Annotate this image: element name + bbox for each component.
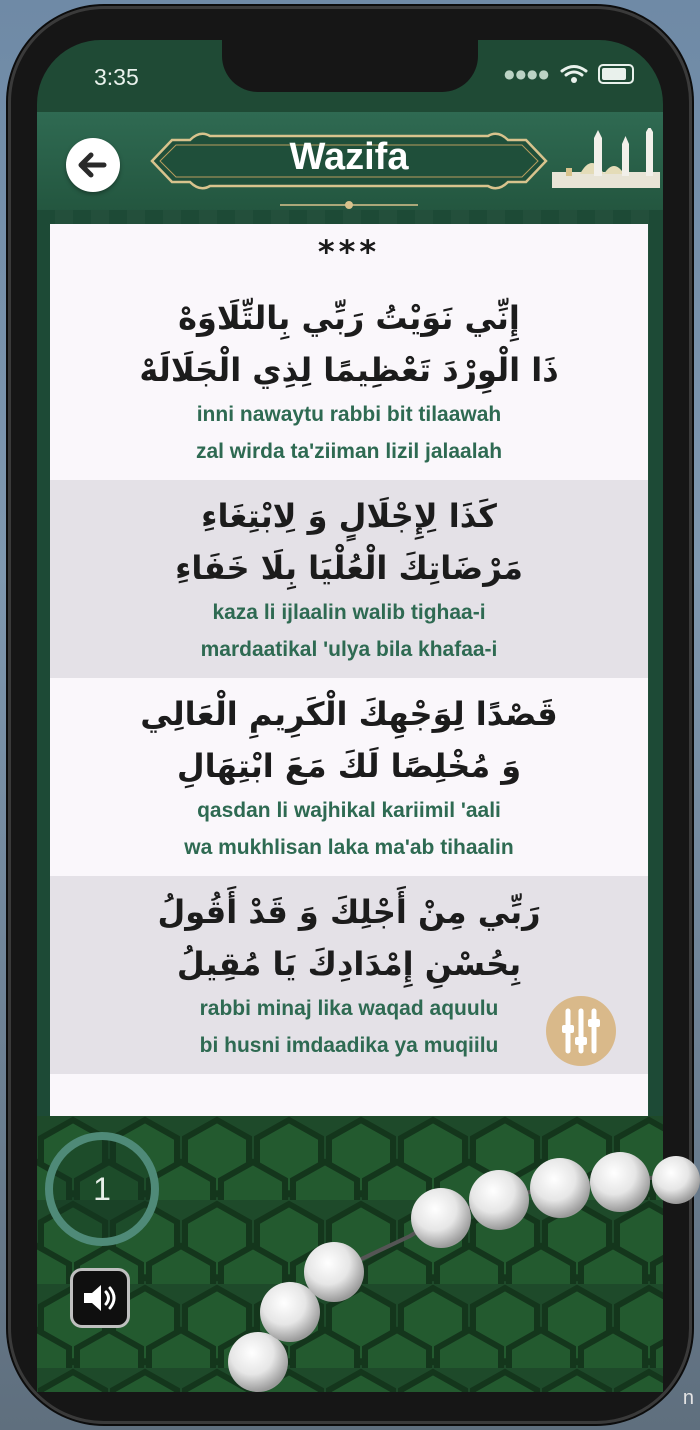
verse-list[interactable] [50,224,648,1116]
verse-arabic-line-1: رَبِّي مِنْ أَجْلِكَ وَ قَدْ أَقُولُ [157,893,541,931]
settings-button[interactable] [546,996,616,1066]
verse-translit-line-1: inni nawaytu rabbi bit tilaawah [196,403,502,426]
back-button[interactable] [66,138,120,192]
verse-translit-line-2: wa mukhlisan laka ma'ab tihaalin [184,836,514,859]
status-icons [504,64,634,84]
device-notch [222,40,478,92]
battery-icon [598,64,634,84]
sound-toggle-button[interactable] [70,1268,130,1328]
tasbih-counter [45,1132,159,1246]
verse-separator: *** [317,233,381,271]
signal-icon: ●●●● [504,67,550,81]
verse-translit-line-1: qasdan li wajhikal kariimil 'aali [197,799,501,822]
verse-item [50,282,648,480]
verse-arabic-line-2: ذَا الْوِرْدَ تَعْظِيمًا لِذِي الْجَلَالَهْ [139,351,559,389]
speaker-icon [81,1282,119,1314]
verse-arabic-line-1: كَذَا لِإِجْلَالٍ وَ لِابْتِغَاءِ [201,497,497,535]
verse-item [50,678,648,876]
mosque-icon [552,128,660,188]
verse-arabic-line-2: مَرْضَاتِكَ الْعُلْيَا بِلَا خَفَاءِ [175,549,523,587]
verse-arabic-line-1: إِنِّي نَوَيْتُ رَبِّي بِالتِّلَاوَهْ [178,299,520,337]
counter-value: 1 [93,1170,111,1207]
verse-translit-line-2: mardaatikal 'ulya bila khafaa-i [200,638,498,661]
sliders-icon [559,1007,603,1055]
verse-arabic-line-2: وَ مُخْلِصًا لَكَ مَعَ ابْتِهَالِ [176,747,522,785]
verse-item-partial [50,1074,648,1114]
verse-item [50,480,648,678]
verse-translit-line-1: kaza li ijlaalin walib tighaa-i [212,601,486,624]
verse-translit-line-2: zal wirda ta'ziiman lizil jalaalah [195,440,503,463]
page-title: Wazifa [289,136,409,178]
title-ornament [280,200,418,210]
verse-translit-line-1: rabbi minaj lika waqad aquulu [199,997,499,1020]
background-label: n [682,1387,694,1409]
verse-arabic-line-2: بِحُسْنِ إِمْدَادِكَ يَا مُقِيلُ [176,945,522,983]
status-time: 3:35 [94,64,139,90]
verse-arabic-line-1: قَصْدًا لِوَجْهِكَ الْكَرِيمِ الْعَالِي [140,695,558,733]
verse-translit-line-2: bi husni imdaadika ya muqiilu [199,1034,499,1057]
wifi-icon [560,64,588,84]
arrow-left-icon [78,152,108,178]
